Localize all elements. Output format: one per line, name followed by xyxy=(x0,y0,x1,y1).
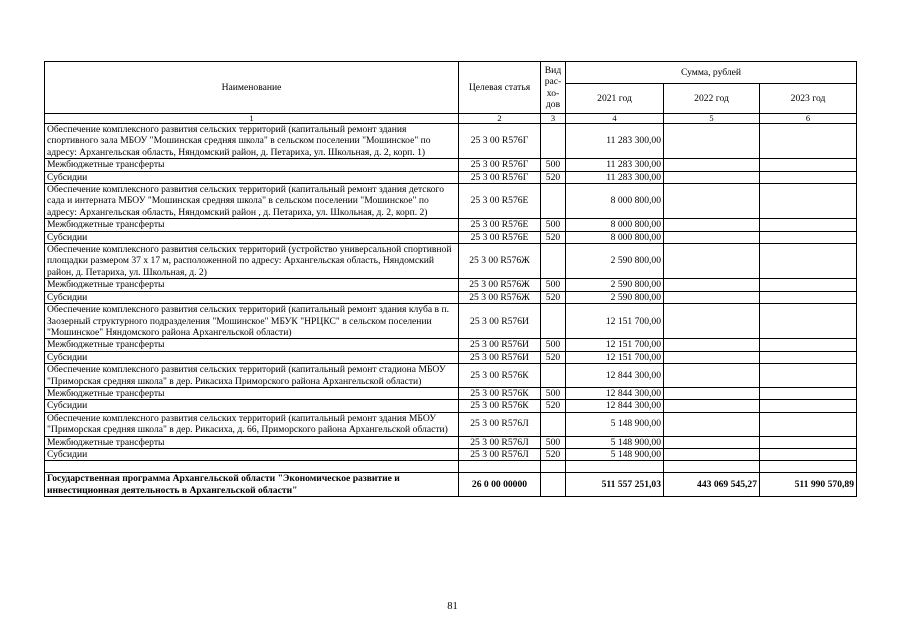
row-expense-type-cell: 520 xyxy=(541,448,566,460)
row-name-cell: Субсидии xyxy=(45,448,459,460)
row-sum-2022-cell xyxy=(664,304,760,339)
table-row xyxy=(45,304,857,339)
row-sum-2022-cell xyxy=(664,436,760,448)
row-sum-2021-cell: 12 844 300,00 xyxy=(566,387,664,399)
col-number-4: 4 xyxy=(566,114,664,124)
table-row xyxy=(45,171,857,183)
table-row xyxy=(45,219,857,231)
row-sum-2023-cell xyxy=(760,436,857,448)
row-sum-2021-cell: 12 151 700,00 xyxy=(566,351,664,363)
row-name-cell: Обеспечение комплексного развития сельских территорий (капитальный ремонт здания детского сада и интерната МБОУ "Мошинская средняя школа" в сельском поселении "Мошинское" по адресу: Архангельская область, Няндомский район , д. Петариха, ул. Школьная, д. 2, корп. 2) xyxy=(45,184,459,219)
row-sum-2022-cell xyxy=(664,244,760,279)
header-2022: 2022 год xyxy=(664,84,760,114)
row-sum-2023-cell xyxy=(760,244,857,279)
blank-cell xyxy=(541,461,566,473)
row-expense-type-cell: 520 xyxy=(541,231,566,243)
row-target-code-cell: 25 3 00 R576Ж xyxy=(459,244,541,279)
row-target-code-cell: 25 3 00 R576Г xyxy=(459,171,541,183)
row-target-code-cell: 25 3 00 R576Е xyxy=(459,184,541,219)
row-sum-2021-cell: 11 283 300,00 xyxy=(566,171,664,183)
row-sum-2023-cell xyxy=(760,231,857,243)
row-sum-2023-cell xyxy=(760,124,857,159)
row-sum-2022-cell xyxy=(664,387,760,399)
header-name: Наименование xyxy=(45,62,459,114)
row-sum-2021-cell: 12 151 700,00 xyxy=(566,339,664,351)
row-target-code-cell: 25 3 00 R576Л xyxy=(459,448,541,460)
row-sum-2022-cell xyxy=(664,412,760,436)
row-expense-type-cell: 500 xyxy=(541,387,566,399)
row-sum-2021-cell: 11 283 300,00 xyxy=(566,124,664,159)
table-row xyxy=(45,159,857,171)
blank-row xyxy=(45,461,857,473)
row-target-code-cell: 25 3 00 R576Л xyxy=(459,436,541,448)
row-sum-2022-cell xyxy=(664,159,760,171)
blank-cell xyxy=(459,461,541,473)
budget-table xyxy=(44,61,857,497)
row-target-code-cell: 25 3 00 R576Е xyxy=(459,231,541,243)
table-body xyxy=(45,124,857,497)
col-number-6: 6 xyxy=(760,114,857,124)
row-sum-2022-cell xyxy=(664,291,760,303)
total-row-target-code-cell: 26 0 00 00000 xyxy=(459,473,541,497)
row-sum-2023-cell xyxy=(760,339,857,351)
table-row xyxy=(45,351,857,363)
row-sum-2022-cell xyxy=(664,448,760,460)
table-row xyxy=(45,387,857,399)
total-row xyxy=(45,473,857,497)
col-number-3: 3 xyxy=(541,114,566,124)
row-expense-type-cell: 520 xyxy=(541,351,566,363)
row-sum-2023-cell xyxy=(760,159,857,171)
row-name-cell: Субсидии xyxy=(45,291,459,303)
row-sum-2022-cell xyxy=(664,184,760,219)
table-row xyxy=(45,184,857,219)
row-expense-type-cell xyxy=(541,244,566,279)
row-sum-2023-cell xyxy=(760,184,857,219)
row-target-code-cell: 25 3 00 R576Ж xyxy=(459,291,541,303)
row-sum-2021-cell: 2 590 800,00 xyxy=(566,291,664,303)
row-sum-2023-cell xyxy=(760,304,857,339)
header-target: Целевая статья xyxy=(459,62,541,114)
row-sum-2021-cell: 8 000 800,00 xyxy=(566,231,664,243)
row-name-cell: Межбюджетные трансферты xyxy=(45,219,459,231)
row-name-cell: Обеспечение комплексного развития сельских территорий (капитальный ремонт стадиона МБОУ "Приморская средняя школа" в дер. Рикасиха Приморского района Архангельской области) xyxy=(45,364,459,388)
row-sum-2021-cell: 12 844 300,00 xyxy=(566,364,664,388)
row-sum-2023-cell xyxy=(760,387,857,399)
row-sum-2022-cell xyxy=(664,400,760,412)
row-target-code-cell: 25 3 00 R576И xyxy=(459,339,541,351)
row-name-cell: Обеспечение комплексного развития сельских территорий (капитальный ремонт здания спортивного зала МБОУ "Мошинская средняя школа" в сельском поселении "Мошинское" по адресу: Архангельская область, Няндомский район, д. Петариха, ул. Школьная, д. 2, корп. 1) xyxy=(45,124,459,159)
row-sum-2022-cell xyxy=(664,124,760,159)
row-sum-2021-cell: 5 148 900,00 xyxy=(566,436,664,448)
row-sum-2021-cell: 12 151 700,00 xyxy=(566,304,664,339)
row-sum-2023-cell xyxy=(760,364,857,388)
row-target-code-cell: 25 3 00 R576И xyxy=(459,351,541,363)
row-name-cell: Субсидии xyxy=(45,171,459,183)
table-row xyxy=(45,436,857,448)
row-name-cell: Межбюджетные трансферты xyxy=(45,436,459,448)
blank-cell xyxy=(566,461,664,473)
row-name-cell: Обеспечение комплексного развития сельских территорий (устройство универсальной спортивной площадки размером 37 х 17 м, расположенной по адресу: Архангельская область, Няндомский район, д. Петариха, ул. Школьная, д. 2) xyxy=(45,244,459,279)
row-name-cell: Субсидии xyxy=(45,400,459,412)
col-number-1: 1 xyxy=(45,114,459,124)
row-target-code-cell: 25 3 00 R576Г xyxy=(459,124,541,159)
row-name-cell: Межбюджетные трансферты xyxy=(45,279,459,291)
row-sum-2023-cell xyxy=(760,412,857,436)
row-sum-2023-cell xyxy=(760,351,857,363)
row-name-cell: Межбюджетные трансферты xyxy=(45,387,459,399)
total-row-name-cell: Государственная программа Архангельской области "Экономическое развитие и инвестиционная деятельность в Архангельской области" xyxy=(45,473,459,497)
row-sum-2022-cell xyxy=(664,219,760,231)
row-sum-2021-cell: 12 844 300,00 xyxy=(566,400,664,412)
table-row xyxy=(45,448,857,460)
col-number-2: 2 xyxy=(459,114,541,124)
table-row xyxy=(45,339,857,351)
row-target-code-cell: 25 3 00 R576К xyxy=(459,400,541,412)
row-sum-2021-cell: 5 148 900,00 xyxy=(566,412,664,436)
table-row xyxy=(45,364,857,388)
row-expense-type-cell xyxy=(541,412,566,436)
table-row xyxy=(45,244,857,279)
row-sum-2023-cell xyxy=(760,291,857,303)
row-expense-type-cell: 500 xyxy=(541,339,566,351)
total-row-expense-type-cell xyxy=(541,473,566,497)
row-name-cell: Межбюджетные трансферты xyxy=(45,159,459,171)
row-sum-2022-cell xyxy=(664,364,760,388)
row-target-code-cell: 25 3 00 R576Г xyxy=(459,159,541,171)
total-row-sum-2022-cell: 443 069 545,27 xyxy=(664,473,760,497)
row-sum-2023-cell xyxy=(760,448,857,460)
table-row xyxy=(45,412,857,436)
row-name-cell: Субсидии xyxy=(45,351,459,363)
row-expense-type-cell: 520 xyxy=(541,291,566,303)
row-sum-2021-cell: 2 590 800,00 xyxy=(566,244,664,279)
row-expense-type-cell xyxy=(541,364,566,388)
row-sum-2021-cell: 11 283 300,00 xyxy=(566,159,664,171)
table-row xyxy=(45,279,857,291)
table-row xyxy=(45,291,857,303)
table-row xyxy=(45,400,857,412)
row-expense-type-cell xyxy=(541,184,566,219)
row-expense-type-cell: 520 xyxy=(541,400,566,412)
header-vid: Вид рас-хо-дов xyxy=(541,62,566,114)
row-expense-type-cell: 500 xyxy=(541,279,566,291)
total-row-sum-2023-cell: 511 990 570,89 xyxy=(760,473,857,497)
row-target-code-cell: 25 3 00 R576И xyxy=(459,304,541,339)
row-expense-type-cell: 520 xyxy=(541,171,566,183)
header-sum: Сумма, рублей xyxy=(566,62,857,84)
total-row-sum-2021-cell: 511 557 251,03 xyxy=(566,473,664,497)
row-sum-2021-cell: 8 000 800,00 xyxy=(566,219,664,231)
row-sum-2022-cell xyxy=(664,351,760,363)
row-name-cell: Обеспечение комплексного развития сельских территорий (капитальный ремонт здания клуба в п. Заозерный структурного подразделения "Мошинское" МБУК "НРЦКС" в сельском поселении "Мошинское" Няндомского района Архангельской области) xyxy=(45,304,459,339)
row-name-cell: Межбюджетные трансферты xyxy=(45,339,459,351)
row-expense-type-cell xyxy=(541,304,566,339)
row-target-code-cell: 25 3 00 R576К xyxy=(459,364,541,388)
row-sum-2023-cell xyxy=(760,400,857,412)
page-number: 81 xyxy=(447,601,458,612)
blank-cell xyxy=(760,461,857,473)
row-sum-2021-cell: 8 000 800,00 xyxy=(566,184,664,219)
row-target-code-cell: 25 3 00 R576Ж xyxy=(459,279,541,291)
header-2021: 2021 год xyxy=(566,84,664,114)
row-expense-type-cell: 500 xyxy=(541,436,566,448)
row-sum-2022-cell xyxy=(664,339,760,351)
row-sum-2022-cell xyxy=(664,231,760,243)
row-sum-2021-cell: 2 590 800,00 xyxy=(566,279,664,291)
row-target-code-cell: 25 3 00 R576Л xyxy=(459,412,541,436)
row-sum-2023-cell xyxy=(760,171,857,183)
row-sum-2023-cell xyxy=(760,219,857,231)
row-expense-type-cell xyxy=(541,124,566,159)
table-row xyxy=(45,124,857,159)
row-expense-type-cell: 500 xyxy=(541,159,566,171)
col-number-5: 5 xyxy=(664,114,760,124)
row-sum-2022-cell xyxy=(664,279,760,291)
row-sum-2021-cell: 5 148 900,00 xyxy=(566,448,664,460)
row-name-cell: Субсидии xyxy=(45,231,459,243)
header-2023: 2023 год xyxy=(760,84,857,114)
blank-cell xyxy=(664,461,760,473)
row-expense-type-cell: 500 xyxy=(541,219,566,231)
row-sum-2022-cell xyxy=(664,171,760,183)
blank-cell xyxy=(45,461,459,473)
row-target-code-cell: 25 3 00 R576К xyxy=(459,387,541,399)
row-name-cell: Обеспечение комплексного развития сельских территорий (капитальный ремонт здания МБОУ "Приморская средняя школа" в дер. Рикасиха, д. 66, Приморского района Архангельской области) xyxy=(45,412,459,436)
row-target-code-cell: 25 3 00 R576Е xyxy=(459,219,541,231)
row-sum-2023-cell xyxy=(760,279,857,291)
table-row xyxy=(45,231,857,243)
